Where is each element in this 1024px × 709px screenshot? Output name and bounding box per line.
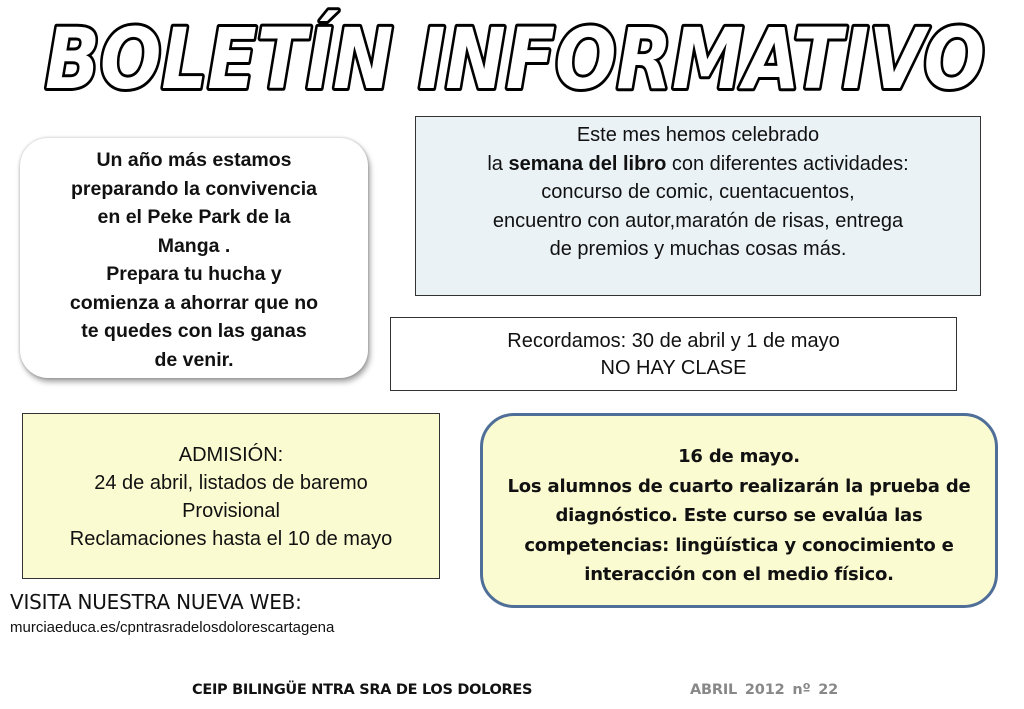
convivencia-line: Un año más estamos	[96, 149, 292, 171]
book-week-line: Este mes hemos celebrado	[576, 124, 820, 146]
convivencia-line: Prepara tu hucha y	[106, 263, 282, 285]
diagnostic-test-callout	[480, 413, 998, 608]
book-week-line: encuentro con autor,maratón de risas, entrega	[492, 209, 904, 232]
book-week-line: de premios y muchas cosas más.	[549, 238, 847, 260]
diagnostic-line: diagnóstico. Este curso se evalúa las	[555, 505, 923, 526]
diagnostic-line: Los alumnos de cuarto realizarán la prueba de	[507, 475, 971, 497]
convivencia-callout	[20, 138, 368, 378]
admission-box	[22, 413, 440, 579]
newsletter-title	[40, 4, 990, 108]
book-week-highlight: semana del libro	[508, 152, 667, 175]
book-week-text: con diferentes actividades:	[666, 152, 909, 175]
admission-line: 24 de abril, listados de baremo	[94, 472, 368, 494]
website-heading: VISITA NUESTRA NUEVA WEB:	[10, 590, 302, 614]
admission-line: Provisional	[182, 500, 280, 522]
book-week-text: la	[487, 152, 509, 175]
admission-line: Reclamaciones hasta el 10 de mayo	[69, 528, 393, 550]
admission-heading: ADMISIÓN:	[178, 444, 284, 466]
diagnostic-line: competencias: lingüística y conocimiento e	[524, 534, 954, 556]
convivencia-line: preparando la convivencia	[70, 177, 317, 200]
website-link[interactable]: murciaeduca.es/cpntrasradelosdolorescartagena	[10, 619, 335, 636]
book-week-box	[415, 116, 981, 296]
reminder-dates: Recordamos: 30 de abril y 1 de mayo	[507, 330, 840, 352]
footer-issue-info: ABRIL 2012 nº 22	[690, 682, 839, 698]
diagnostic-date: 16 de mayo.	[678, 446, 800, 467]
no-class-reminder	[390, 317, 957, 391]
reminder-no-class: NO HAY CLASE	[600, 357, 747, 379]
convivencia-line: te quedes con las ganas	[81, 320, 307, 342]
diagnostic-line: interacción con el medio físico.	[584, 564, 894, 585]
convivencia-line: en el Peke Park de la	[97, 206, 291, 228]
book-week-line	[416, 150, 980, 179]
convivencia-line: de venir.	[154, 348, 234, 371]
convivencia-line: comienza a ahorrar que no	[69, 291, 319, 314]
newsletter-title-text: BOLETÍN INFORMATIVO	[45, 10, 985, 108]
convivencia-line: Manga .	[157, 234, 231, 257]
book-week-line: concurso de comic, cuentacuentos,	[541, 181, 855, 203]
footer-school-name: CEIP BILINGÜE NTRA SRA DE LOS DOLORES	[192, 682, 533, 698]
